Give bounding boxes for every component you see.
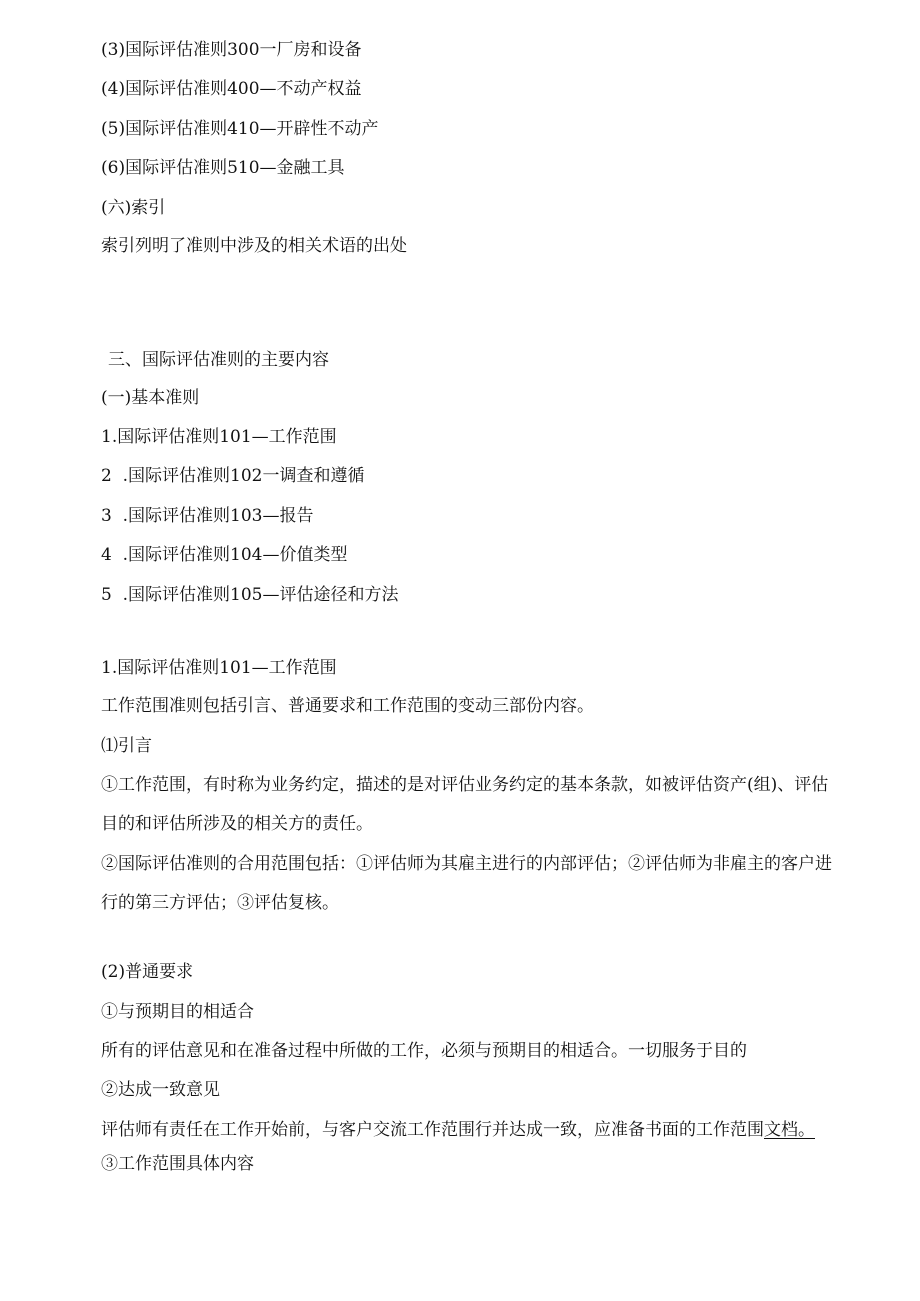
list-item: 2 .国际评估准则102一调查和遵循 <box>101 466 365 486</box>
paragraph: ②国际评估准则的合用范围包括：①评估师为其雇主进行的内部评估；②评估师为非雇主的客户进行的第三方评估；③评估复核。 <box>101 854 832 913</box>
paragraph-text: 评估师有责任在工作开始前，与客户交流工作范围行并达成一致，应准备书面的工作范围 <box>101 1120 764 1140</box>
preface-heading: ⑴引言 <box>101 736 152 756</box>
subsection-heading: 1.国际评估准则101—工作范围 <box>101 658 337 678</box>
fit-heading: ①与预期目的相适合 <box>101 1002 254 1022</box>
list-item: 1.国际评估准则101—工作范围 <box>101 427 337 447</box>
paragraph <box>101 1118 815 1142</box>
list-item: 4 .国际评估准则104—价值类型 <box>101 545 348 565</box>
list-item: 3 .国际评估准则103—报告 <box>101 506 314 526</box>
index-heading: (六)索引 <box>101 198 166 218</box>
list-item: (6)国际评估准则510—金融工具 <box>101 158 345 178</box>
basic-standards-heading: (一)基本准则 <box>101 388 200 408</box>
list-item: (5)国际评估准则410—开辟性不动产 <box>101 119 379 139</box>
general-heading: (2)普通要求 <box>101 962 194 982</box>
list-item: (4)国际评估准则400—不动产权益 <box>101 79 362 99</box>
underlined-text: 文档。 <box>764 1120 815 1140</box>
content-heading: ③工作范围具体内容 <box>101 1154 254 1174</box>
list-item: 5 .国际评估准则105—评估途径和方法 <box>101 585 399 605</box>
paragraph: 工作范围准则包括引言、普通要求和工作范围的变动三部份内容。 <box>101 696 594 716</box>
paragraph: 所有的评估意见和在准备过程中所做的工作，必须与预期目的相适合。一切服务于目的 <box>101 1041 747 1061</box>
section-title: 三、国际评估准则的主要内容 <box>108 350 329 370</box>
index-text: 索引列明了准则中涉及的相关术语的出处 <box>101 236 407 256</box>
paragraph: ①工作范围，有时称为业务约定，描述的是对评估业务约定的基本条款，如被评估资产(组)、评估目的和评估所涉及的相关方的责任。 <box>101 775 829 834</box>
agree-heading: ②达成一致意见 <box>101 1080 220 1100</box>
list-item: (3)国际评估准则300一厂房和设备 <box>101 40 362 60</box>
